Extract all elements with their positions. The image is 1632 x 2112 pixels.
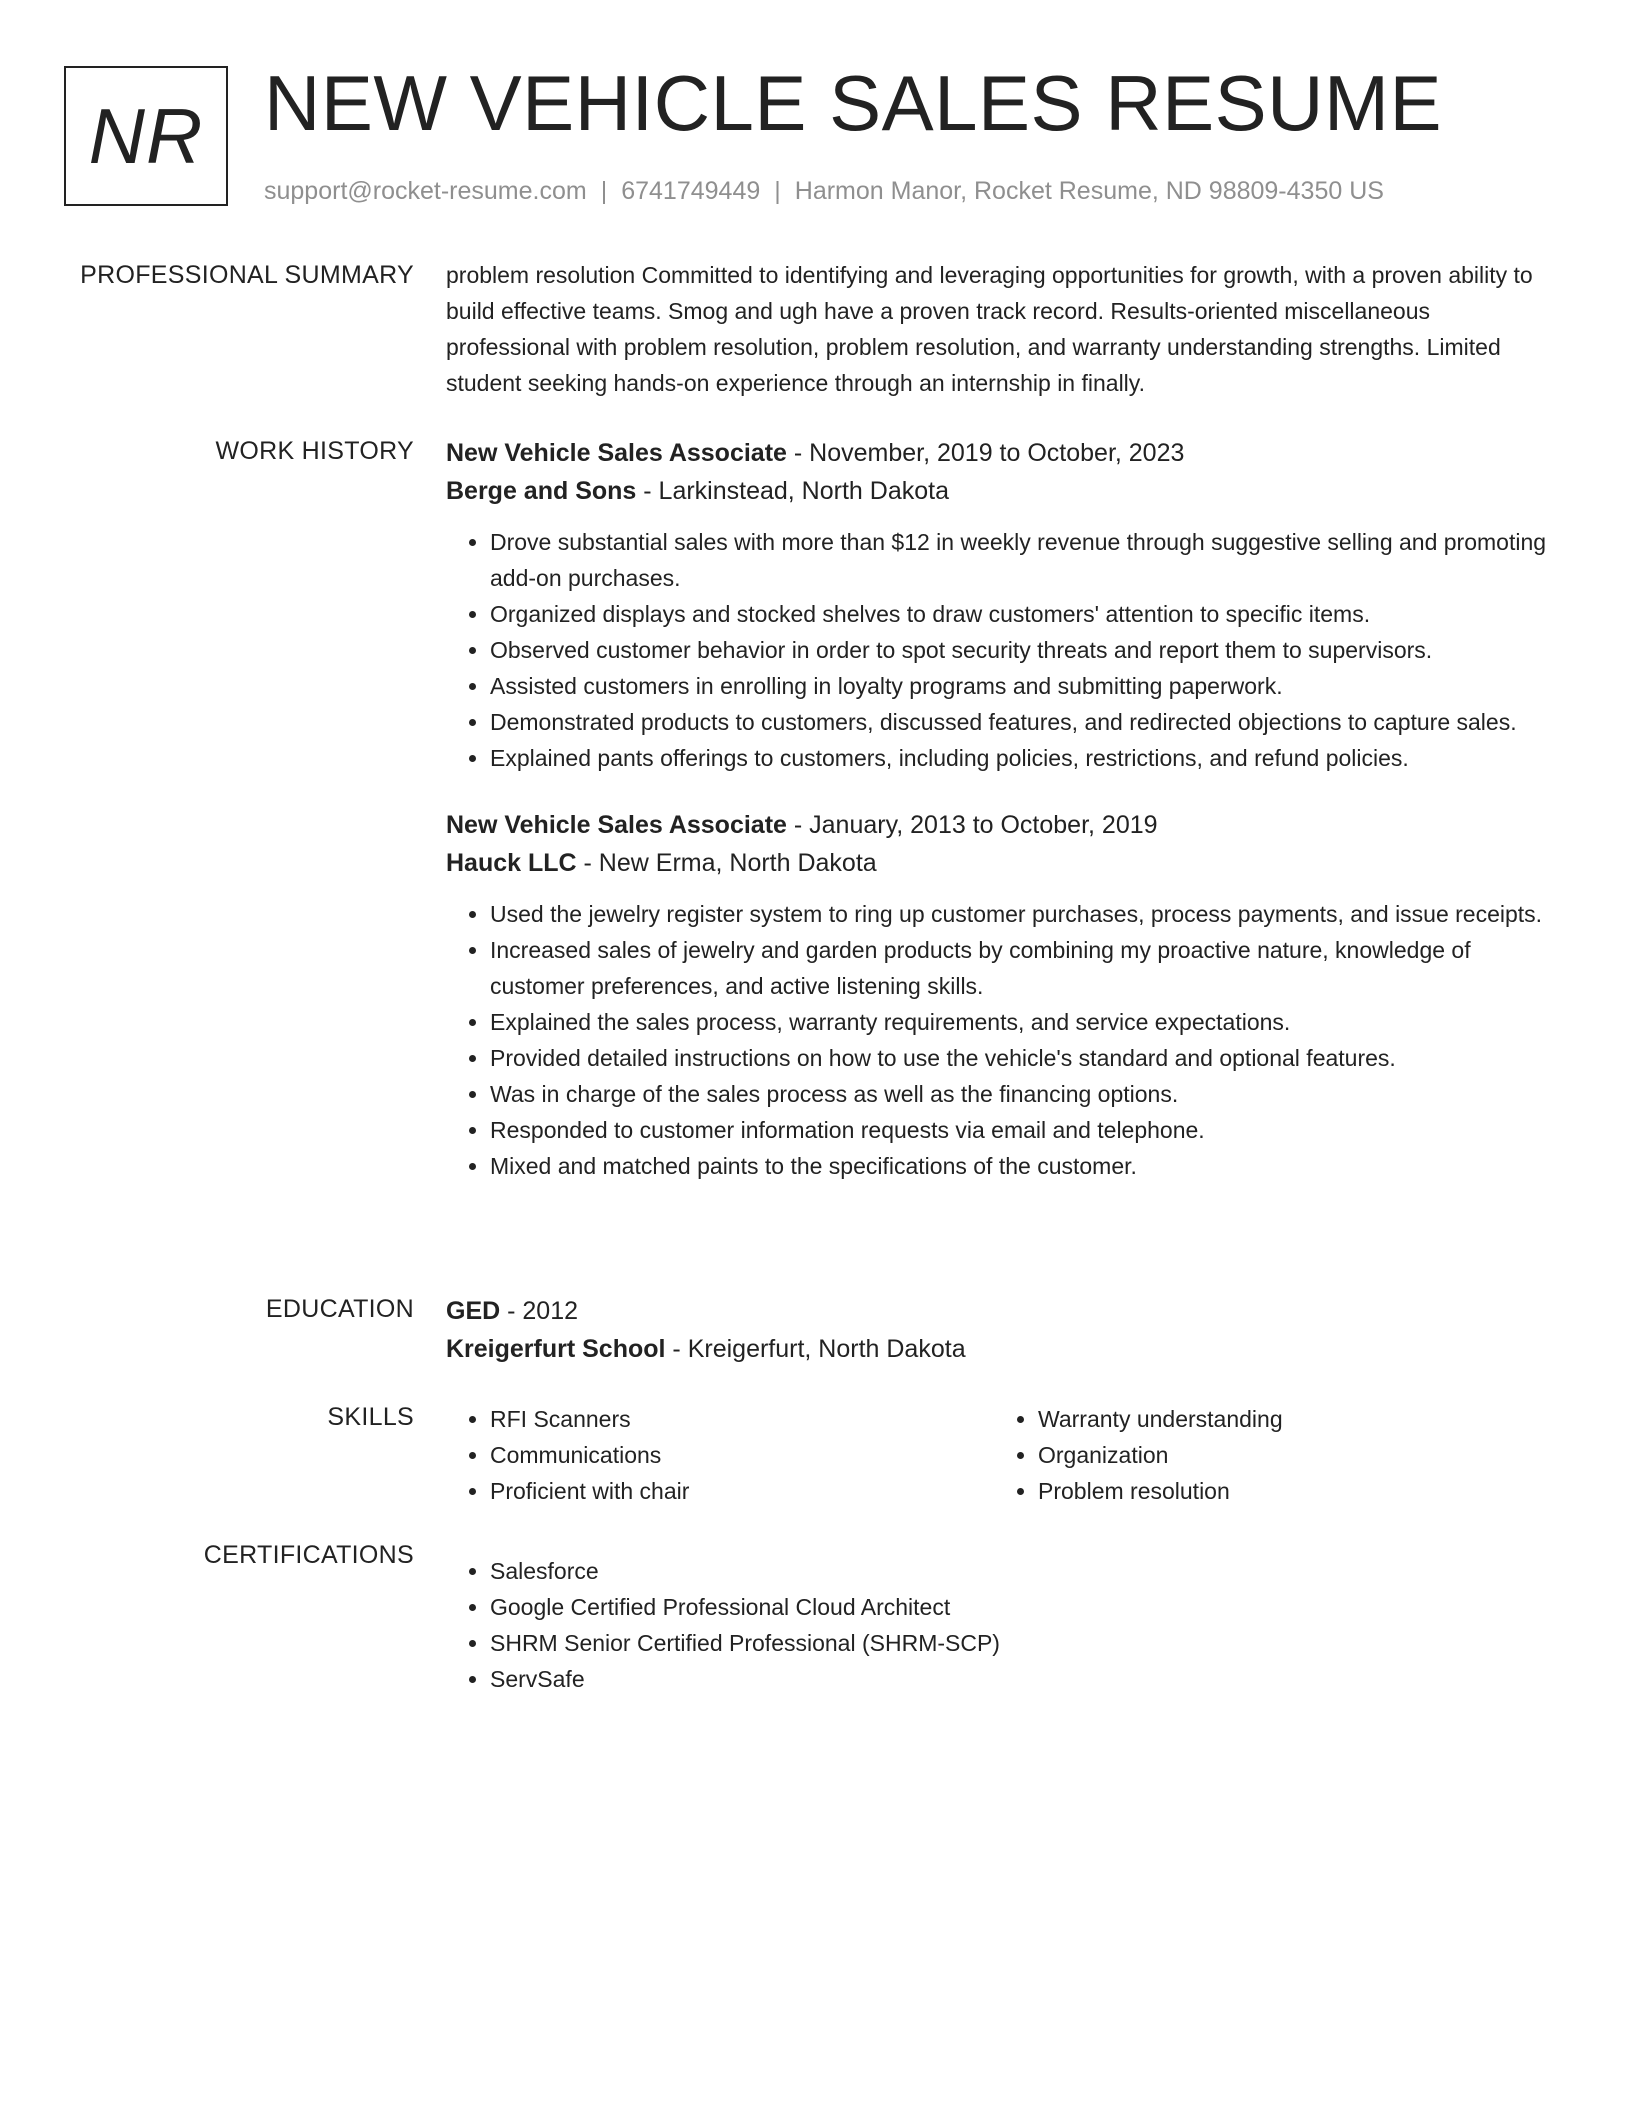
certifications-list [446,1553,1556,1697]
education-school-line [446,1330,1556,1368]
work-history-body [446,434,1556,1184]
summary-body [446,257,1556,401]
job-bullet: • Drove substantial sales with more than $12 in weekly revenue through suggestive selling and promoting add-on purchases. [490,524,1556,596]
job-company-line [446,844,1556,882]
section-label-education: EDUCATION [265,1295,414,1323]
certification-item: • Google Certified Professional Cloud Architect [490,1589,1556,1625]
skills-column-left [446,1401,994,1509]
job-bullet: • Used the jewelry register system to ring up customer purchases, process payments, and issue receipts. [490,896,1556,932]
job-bullet: • Was in charge of the sales process as well as the financing options. [490,1076,1556,1112]
job-company: Hauck LLC [446,849,577,877]
summary-text: problem resolution Committed to identifying and leveraging opportunities for growth, with a proven ability to build effective teams. Smog and ugh have a proven track record. Results-oriented miscellaneous professional with problem resolution, problem resolution, and warranty understanding strengths. Limited student seeking hands-on experience through an internship in finally. [446,262,1533,396]
skill-item: • Problem resolution [1038,1473,1542,1509]
certification-item: • SHRM Senior Certified Professional (SHRM-SCP) [490,1625,1556,1661]
job-bullet: • Assisted customers in enrolling in loyalty programs and submitting paperwork. [490,668,1556,704]
skill-item: • Organization [1038,1437,1542,1473]
job-bullet: • Observed customer behavior in order to spot security threats and report them to supervisors. [490,632,1556,668]
contact-address: Harmon Manor, Rocket Resume, ND 98809-4350 US [794,177,1384,205]
skill-item: • Communications [490,1437,994,1473]
contact-separator: | [774,177,781,205]
monogram-logo: NR [64,66,228,206]
job-entry [446,806,1556,1184]
skills-body [446,1401,1556,1509]
job-bullet: • Explained pants offerings to customers, including policies, restrictions, and refund policies. [490,740,1556,776]
section-label-skills: SKILLS [327,1403,414,1431]
job-bullets [446,896,1556,1184]
skill-item: • RFI Scanners [490,1401,994,1437]
job-entry [446,434,1556,776]
education-year: - 2012 [500,1297,579,1325]
job-bullet: • Demonstrated products to customers, discussed features, and redirected objections to capture sales. [490,704,1556,740]
job-title: New Vehicle Sales Associate [446,811,787,839]
job-title: New Vehicle Sales Associate [446,439,787,467]
certifications-body [446,1539,1556,1697]
job-bullet: • Mixed and matched paints to the specifications of the customer. [490,1148,1556,1184]
education-location: - Kreigerfurt, North Dakota [665,1335,966,1363]
job-company-line [446,472,1556,510]
section-label-summary: PROFESSIONAL SUMMARY [80,261,414,289]
job-bullet: • Responded to customer information requests via email and telephone. [490,1112,1556,1148]
skill-item: • Warranty understanding [1038,1401,1542,1437]
job-bullets [446,524,1556,776]
skills-list [994,1401,1542,1509]
job-bullet: • Provided detailed instructions on how to use the vehicle's standard and optional features. [490,1040,1556,1076]
education-school: Kreigerfurt School [446,1335,666,1363]
contact-separator: | [600,177,608,205]
job-bullet: • Organized displays and stocked shelves to draw customers' attention to specific items. [490,596,1556,632]
job-dates: - November, 2019 to October, 2023 [786,439,1185,467]
certification-item: • Salesforce [490,1553,1556,1589]
job-title-line [446,434,1556,472]
section-label-work-history: WORK HISTORY [215,437,414,465]
contact-email: support@rocket-resume.com [264,177,587,205]
job-dates: - January, 2013 to October, 2019 [786,811,1158,839]
education-degree: GED [446,1297,501,1325]
job-location: - Larkinstead, North Dakota [636,477,949,505]
section-label-certifications: CERTIFICATIONS [203,1541,414,1569]
certification-item: • ServSafe [490,1661,1556,1697]
contact-phone: 6741749449 [621,177,761,205]
education-body [446,1292,1556,1368]
skills-column-right [994,1401,1542,1509]
education-degree-line [446,1292,1556,1330]
skill-item: • Proficient with chair [490,1473,994,1509]
job-bullet: • Increased sales of jewelry and garden products by combining my proactive nature, knowledge of customer preferences, and active listening skills. [490,932,1556,1004]
job-bullet: • Explained the sales process, warranty requirements, and service expectations. [490,1004,1556,1040]
job-company: Berge and Sons [446,477,637,505]
skills-grid [446,1401,1556,1509]
job-location: - New Erma, North Dakota [576,849,877,877]
contact-line [264,174,1384,208]
skills-list [446,1401,994,1509]
resume-title: NEW VEHICLE SALES RESUME [264,59,1442,147]
job-title-line [446,806,1556,844]
